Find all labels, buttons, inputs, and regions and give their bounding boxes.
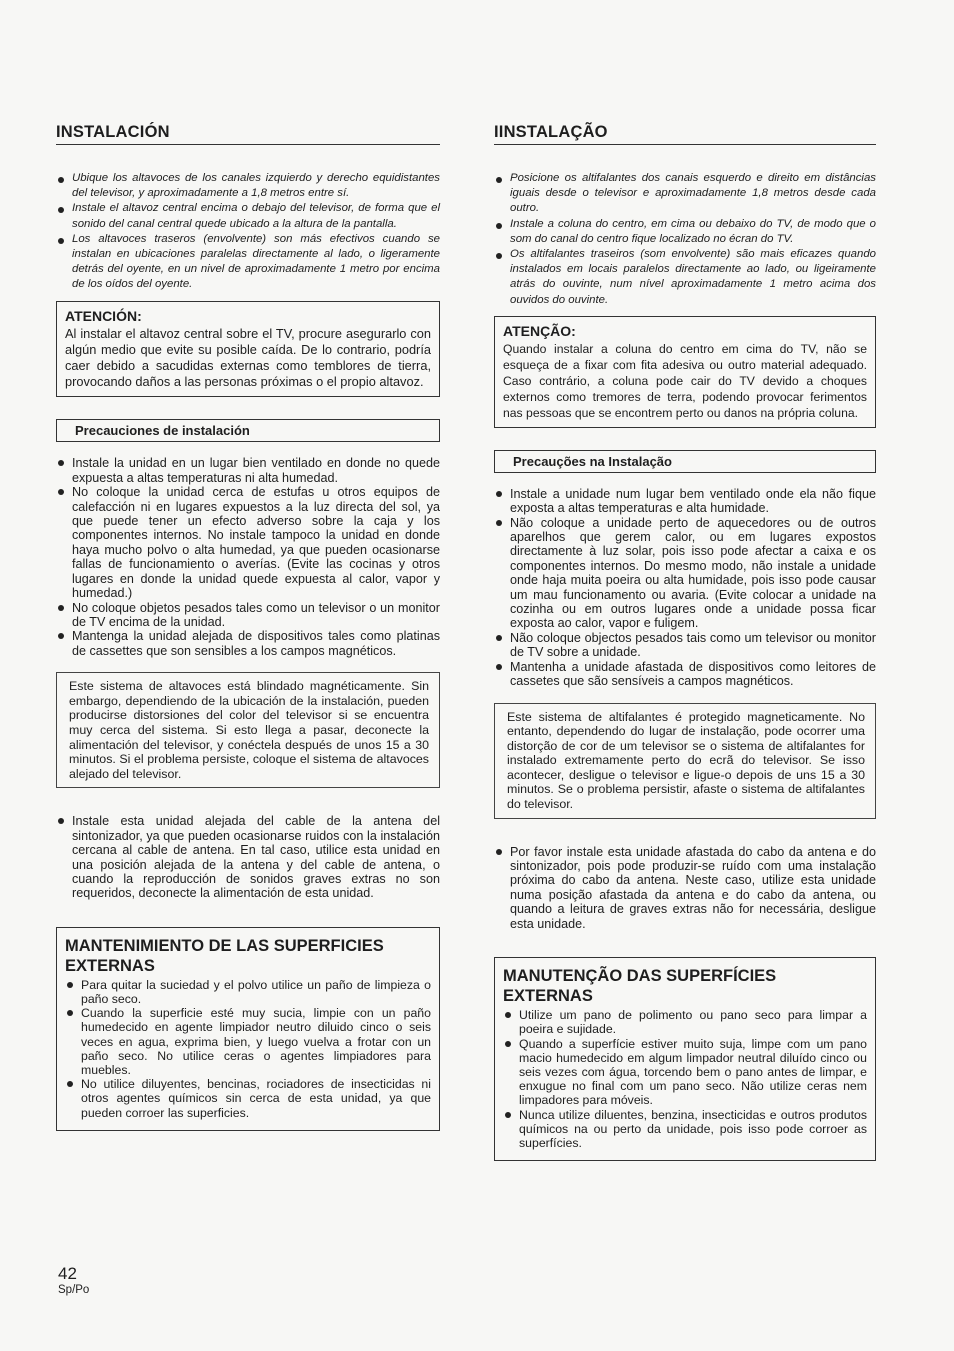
warning-title: ATENÇÃO:: [503, 322, 576, 339]
antenna-list: [494, 845, 876, 931]
intro-list: [494, 171, 876, 308]
warning-text: Quando instalar a coluna do centro em cima do TV, não se esqueça de a fixar com fita adesiva ou outro material adequado. Caso contrário, a coluna pode cair do TV devido a choques externos como tremores de terra, podendo provocar ferimentos nas pessoas que se encontrem perto ou danos na própria coluna.: [503, 341, 867, 420]
list-item: Instale a unidade num lugar bem ventilado onde ela não fique exposta a altas temperaturas e alta humidade.: [494, 487, 876, 516]
maintenance-title: MANUTENÇÃO DAS SUPERFÍCIES EXTERNAS: [503, 967, 777, 1006]
precautions-list: [494, 487, 876, 689]
list-item: Por favor instale esta unidade afastada do cabo da antena e do sintonizador, pois pode produzir-se ruído com uma instalação próxima do cabo da antena. Neste caso, utilize esta unidade numa posição afastada da antena e do cabo da antena, ou quando a leitura de graves extras não for necessária, desligue esta unidade.: [494, 845, 876, 931]
maintenance-box: [56, 927, 440, 1131]
list-item: Utilize um pano de polimento ou pano seco para limpar a poeira e sujidade.: [503, 1008, 867, 1036]
intro-list: [56, 171, 440, 293]
list-item: Instale a coluna do centro, em cima ou debaixo do TV, de modo que o som do canal do centro fique localizado no écran do TV.: [494, 217, 876, 247]
list-item: Instale esta unidad alejada del cable de la antena del sintonizador, ya que pueden ocasionarse ruidos con la instalación cercana al cable de antena. En tal caso, utilice esta unidad en una posición alejada de la antena y del cable de antena, o cuando la reproducción de sonidos graves extras no son requeridos, deconecte la alimentación de esta unidad.: [56, 814, 440, 900]
maintenance-list: [65, 978, 431, 1120]
list-item: Los altavoces traseros (envolvente) son más efectivos cuando se instalan en ubicaciones paralelas directamente al lado, o ligeramente detrás del oyente, en un nivel de aproximadamente 1 metro por encima de los oídos del oyente.: [56, 232, 440, 293]
list-item: Posicione os altifalantes dos canais esquerdo e direito em distâncias iguais desde o televisor e aproximadamente 1,8 metros desde cada outro.: [494, 171, 876, 217]
list-item: Ubique los altavoces de los canales izquierdo y derecho equidistantes del televisor, y aproximadamente a 1,8 metros entre sí.: [56, 171, 440, 201]
language-code: Sp/Po: [58, 1284, 90, 1296]
precautions-title: Precauciones de instalación: [56, 419, 440, 442]
precautions-title: Precauções na Instalação: [494, 450, 876, 473]
list-item: Não coloque a unidade perto de aquecedores ou de outros aparelhos que gerem calor, ou em lugares expostos directamente à luz solar, pois isso pode afectar a caixa e os componentes internos. Do mesmo modo, não instale a unidade onde haja muita poeira ou alta humidade, pois isso pode causar um mau funcionamento ou avaria. (Evite colocar a unidade na cozinha ou em outros lugares onde a unidade possa ficar exposta ao calor, vapor e fuligem.: [494, 516, 876, 631]
maintenance-box: [494, 957, 876, 1161]
section-title: IINSTALAÇÃO: [494, 123, 876, 145]
warning-box: [56, 301, 440, 398]
list-item: Para quitar la suciedad y el polvo utilice un paño de limpieza o paño seco.: [65, 978, 431, 1006]
list-item: No utilice diluyentes, bencinas, rociadores de insecticidas ni otros agentes químicos sin cerca de esta unidad, ya que pueden corroer las superficies.: [65, 1077, 431, 1120]
warning-box: [494, 316, 876, 428]
list-item: Cuando la superficie esté muy sucia, limpie con un paño humedecido en agente limpiador neutro diluido cinco o seis veces en agua, exprima bien, y luego vuelva a frotar con un paño seco. No utilice ceras o agentes limpiadores para muebles.: [65, 1006, 431, 1077]
maintenance-title: MANTENIMIENTO DE LAS SUPERFICIES EXTERNAS: [65, 936, 384, 975]
maintenance-list: [503, 1008, 867, 1150]
antenna-list: [56, 814, 440, 900]
warning-text: Al instalar el altavoz central sobre el TV, procure asegurarlo con algún medio que evite su posible caída. De lo contrario, podría caer debido a sacudidas externas como temblores de tierra, provocando daños a las personas próximas o el propio altavoz.: [65, 325, 431, 390]
list-item: No coloque objetos pesados tales como un televisor o un monitor de TV encima de la unidad.: [56, 601, 440, 630]
list-item: Não coloque objectos pesados tais como um televisor ou monitor de TV sobre a unidade.: [494, 631, 876, 660]
warning-title: ATENCIÓN:: [65, 307, 142, 324]
list-item: Os altifalantes traseiros (som envolvente) são mais eficazes quando instalados em locais paralelos directamente ao lado, ou ligeiramente atrás do ouvinte, num nível aproximadamente 1 metro acima dos ouvidos do ouvinte.: [494, 247, 876, 308]
magnetic-note: Este sistema de altifalantes é protegido magneticamente. No entanto, dependendo do lugar de instalação, pode ocorrer uma distorção de cor de um televisor se o sistema de altifalantes for instalado extremamente perto do ecrã do televisor. Se isso acontecer, desligue o televisor e ligue-o depois de uns 15 a 30 minutos. Se o problema persistir, afaste o sistema de altifalantes do televisor.: [494, 703, 876, 819]
spanish-column: [56, 123, 440, 1131]
list-item: No coloque la unidad cerca de estufas u otros equipos de calefacción ni en lugares expuestos a la luz directa del sol, ya que puede tener un efecto adverso sobre la caja y los componentes internos. No instale tampoco la unidad en donde haya mucho polvo o alta humedad, ya que pueden ocasionarse fallas de funcionamiento o averías. (Evite las cocinas y otros lugares en donde la unidad quede expuesta al calor, vapor y humedad.): [56, 485, 440, 600]
precautions-list: [56, 456, 440, 658]
list-item: Instale la unidad en un lugar bien ventilado en donde no quede expuesta a altas temperaturas ni alta humedad.: [56, 456, 440, 485]
list-item: Mantenha a unidade afastada de dispositivos como leitores de cassetes que são sensíveis a campos magnéticos.: [494, 660, 876, 689]
list-item: Mantenga la unidad alejada de dispositivos tales como platinas de cassettes que son sensibles a los campos magnéticos.: [56, 629, 440, 658]
list-item: Quando a superfície estiver muito suja, limpe com um pano macio humedecido em algum limpador neutral diluído cinco ou seis vezes com água, torcendo bem o pano antes de limpar, e enxugue no final com um pano seco. Não utilize ceras nem limpadores para móveis.: [503, 1037, 867, 1108]
list-item: Nunca utilize diluentes, benzina, insecticidas e outros produtos químicos na ou perto da unidade, pois isso pode corroer as superfícies.: [503, 1108, 867, 1151]
section-title: INSTALACIÓN: [56, 123, 440, 145]
list-item: Instale el altavoz central encima o debajo del televisor, de forma que el sonido del canal central quede ubicado a la altura de la pantalla.: [56, 201, 440, 231]
page-number: 42: [58, 1264, 77, 1283]
magnetic-note: Este sistema de altavoces está blindado magnéticamente. Sin embargo, dependiendo de la ubicación de la instalación, pueden producirse distorsiones del color del televisor si se encuentra muy cerca del sistema. Si esto llega a pasar, deconecte la alimentación del televisor, y conéctela después de unos 15 a 30 minutos. Si el problema persiste, coloque el sistema de altavoces alejado del televisor.: [56, 672, 440, 788]
portuguese-column: [494, 123, 876, 1161]
